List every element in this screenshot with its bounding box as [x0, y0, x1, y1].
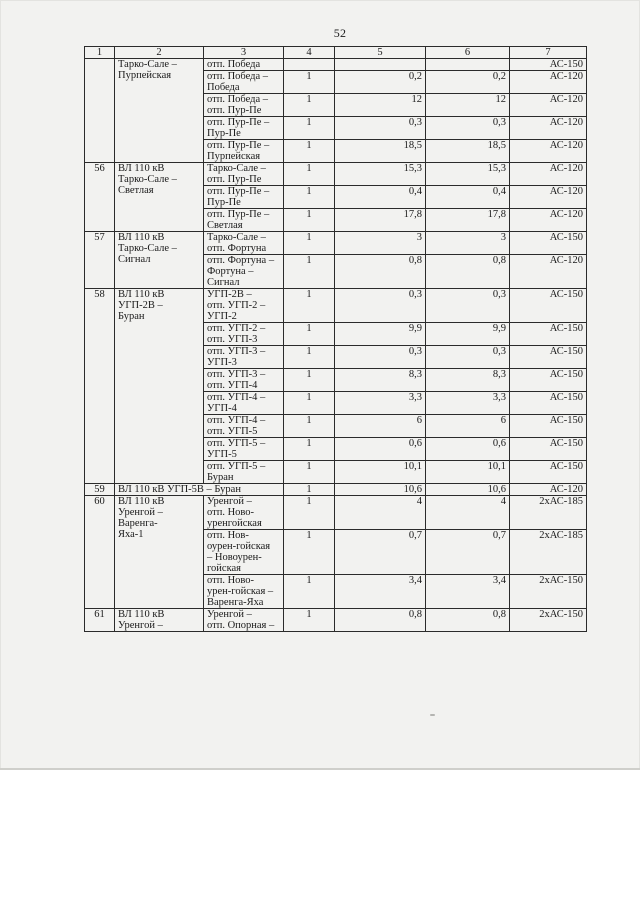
wire-brand-cell: АС-150 [510, 289, 587, 323]
column-header-6: 6 [426, 47, 510, 59]
length-cell: 18,5 [335, 140, 426, 163]
length-cell [335, 59, 426, 71]
circuit-count-cell [284, 59, 335, 71]
circuit-count-cell: 1 [284, 415, 335, 438]
scan-mark [430, 714, 435, 716]
table-body [85, 59, 587, 632]
table-row [85, 59, 587, 71]
wire-brand-cell: 2хАС-150 [510, 609, 587, 632]
length-cell: 15,3 [335, 163, 426, 186]
power-lines-table [84, 46, 587, 632]
length-cell: 3,4 [335, 575, 426, 609]
line-number-cell: 61 [85, 609, 115, 632]
line-name-cell: ВЛ 110 кВ Тарко-Сале – Сигнал [115, 232, 204, 289]
circuit-count-cell: 1 [284, 163, 335, 186]
circuit-count-cell: 1 [284, 461, 335, 484]
length-cell: 3 [335, 232, 426, 255]
section-cell: отп. Победа [204, 59, 284, 71]
length-total-cell: 0,8 [426, 255, 510, 289]
length-cell: 0,3 [335, 346, 426, 369]
page-number: 52 [333, 26, 347, 40]
section-cell: отп. Фортуна – Фортуна – Сигнал [204, 255, 284, 289]
line-name-cell: ВЛ 110 кВ УГП-2В – Буран [115, 289, 204, 484]
section-cell: отп. Победа – Победа [204, 71, 284, 94]
line-number-cell: 60 [85, 496, 115, 609]
length-cell: 8,3 [335, 369, 426, 392]
circuit-count-cell: 1 [284, 94, 335, 117]
length-total-cell: 10,1 [426, 461, 510, 484]
wire-brand-cell: АС-150 [510, 369, 587, 392]
length-cell: 3,3 [335, 392, 426, 415]
header-row [85, 47, 587, 59]
section-cell: УГП-2В – отп. УГП-2 – УГП-2 [204, 289, 284, 323]
column-header-2: 2 [115, 47, 204, 59]
table-row [85, 609, 587, 632]
length-total-cell: 0,2 [426, 71, 510, 94]
length-cell: 0,3 [335, 289, 426, 323]
wire-brand-cell: АС-150 [510, 232, 587, 255]
circuit-count-cell: 1 [284, 369, 335, 392]
circuit-count-cell: 1 [284, 289, 335, 323]
length-total-cell: 0,3 [426, 289, 510, 323]
section-cell: отп. УГП-5 – УГП-5 [204, 438, 284, 461]
length-total-cell: 9,9 [426, 323, 510, 346]
line-number-cell: 59 [85, 484, 115, 496]
line-name-cell: ВЛ 110 кВ Уренгой – Варенга- Яха-1 [115, 496, 204, 609]
length-total-cell: 0,3 [426, 117, 510, 140]
length-cell: 12 [335, 94, 426, 117]
section-cell: отп. Нов- оурен-гойская – Новоурен- гойская [204, 530, 284, 575]
section-cell: отп. Победа – отп. Пур-Пе [204, 94, 284, 117]
length-total-cell: 0,7 [426, 530, 510, 575]
length-total-cell: 0,6 [426, 438, 510, 461]
line-number-cell: 56 [85, 163, 115, 232]
length-cell: 0,3 [335, 117, 426, 140]
length-total-cell: 10,6 [426, 484, 510, 496]
length-total-cell: 3 [426, 232, 510, 255]
length-total-cell: 18,5 [426, 140, 510, 163]
section-cell: отп. УГП-3 – УГП-3 [204, 346, 284, 369]
circuit-count-cell: 1 [284, 530, 335, 575]
wire-brand-cell: АС-120 [510, 163, 587, 186]
length-total-cell: 3,3 [426, 392, 510, 415]
circuit-count-cell: 1 [284, 323, 335, 346]
circuit-count-cell: 1 [284, 186, 335, 209]
length-total-cell: 0,8 [426, 609, 510, 632]
section-cell: отп. Пур-Пе – Пурпейская [204, 140, 284, 163]
length-total-cell [426, 59, 510, 71]
line-name-cell: Тарко-Сале – Пурпейская [115, 59, 204, 163]
circuit-count-cell: 1 [284, 609, 335, 632]
table-row [85, 289, 587, 323]
length-cell: 17,8 [335, 209, 426, 232]
circuit-count-cell: 1 [284, 255, 335, 289]
column-header-5: 5 [335, 47, 426, 59]
circuit-count-cell: 1 [284, 117, 335, 140]
length-cell: 0,8 [335, 609, 426, 632]
length-total-cell: 4 [426, 496, 510, 530]
table-row [85, 163, 587, 186]
line-number-cell: 58 [85, 289, 115, 484]
length-cell: 0,8 [335, 255, 426, 289]
section-cell: Тарко-Сале – отп. Фортуна [204, 232, 284, 255]
column-header-1: 1 [85, 47, 115, 59]
section-cell: отп. Ново- урен-гойская – Варенга-Яха [204, 575, 284, 609]
length-cell: 0,4 [335, 186, 426, 209]
line-number-cell [85, 59, 115, 163]
length-cell: 9,9 [335, 323, 426, 346]
length-total-cell: 0,4 [426, 186, 510, 209]
table-row [85, 484, 587, 496]
length-cell: 0,7 [335, 530, 426, 575]
column-header-4: 4 [284, 47, 335, 59]
circuit-count-cell: 1 [284, 484, 335, 496]
column-header-3: 3 [204, 47, 284, 59]
section-cell: отп. УГП-2 – отп. УГП-3 [204, 323, 284, 346]
length-total-cell: 3,4 [426, 575, 510, 609]
circuit-count-cell: 1 [284, 232, 335, 255]
wire-brand-cell: АС-120 [510, 186, 587, 209]
wire-brand-cell: АС-120 [510, 117, 587, 140]
section-cell: отп. УГП-5 – Буран [204, 461, 284, 484]
section-cell: отп. УГП-4 – УГП-4 [204, 392, 284, 415]
length-total-cell: 17,8 [426, 209, 510, 232]
wire-brand-cell: АС-150 [510, 415, 587, 438]
circuit-count-cell: 1 [284, 496, 335, 530]
section-cell: отп. Пур-Пе – Светлая [204, 209, 284, 232]
length-total-cell: 12 [426, 94, 510, 117]
section-cell: Тарко-Сале – отп. Пур-Пе [204, 163, 284, 186]
wire-brand-cell: АС-150 [510, 323, 587, 346]
wire-brand-cell: АС-120 [510, 94, 587, 117]
circuit-count-cell: 1 [284, 346, 335, 369]
line-number-cell: 57 [85, 232, 115, 289]
length-cell: 10,6 [335, 484, 426, 496]
section-cell: отп. УГП-3 – отп. УГП-4 [204, 369, 284, 392]
section-cell: Уренгой – отп. Ново- уренгойская [204, 496, 284, 530]
table-row [85, 232, 587, 255]
wire-brand-cell: АС-150 [510, 438, 587, 461]
length-total-cell: 6 [426, 415, 510, 438]
wire-brand-cell: 2хАС-185 [510, 496, 587, 530]
length-cell: 6 [335, 415, 426, 438]
circuit-count-cell: 1 [284, 575, 335, 609]
circuit-count-cell: 1 [284, 392, 335, 415]
section-cell: Уренгой – отп. Опорная – [204, 609, 284, 632]
wire-brand-cell: АС-120 [510, 209, 587, 232]
table-row [85, 496, 587, 530]
line-name-cell: ВЛ 110 кВ Уренгой – [115, 609, 204, 632]
line-name-cell: ВЛ 110 кВ Тарко-Сале – Светлая [115, 163, 204, 232]
wire-brand-cell: АС-120 [510, 484, 587, 496]
length-cell: 4 [335, 496, 426, 530]
column-header-7: 7 [510, 47, 587, 59]
circuit-count-cell: 1 [284, 209, 335, 232]
length-total-cell: 8,3 [426, 369, 510, 392]
section-cell: отп. Пур-Пе – Пур-Пе [204, 117, 284, 140]
circuit-count-cell: 1 [284, 71, 335, 94]
wire-brand-cell: АС-120 [510, 255, 587, 289]
length-cell: 0,2 [335, 71, 426, 94]
section-cell: отп. УГП-4 – отп. УГП-5 [204, 415, 284, 438]
wire-brand-cell: АС-120 [510, 140, 587, 163]
wire-brand-cell: АС-150 [510, 392, 587, 415]
length-total-cell: 15,3 [426, 163, 510, 186]
length-total-cell: 0,3 [426, 346, 510, 369]
wire-brand-cell: АС-150 [510, 461, 587, 484]
section-cell: отп. Пур-Пе – Пур-Пе [204, 186, 284, 209]
wire-brand-cell: АС-150 [510, 59, 587, 71]
wire-brand-cell: 2хАС-185 [510, 530, 587, 575]
length-cell: 10,1 [335, 461, 426, 484]
circuit-count-cell: 1 [284, 438, 335, 461]
length-cell: 0,6 [335, 438, 426, 461]
wire-brand-cell: 2хАС-150 [510, 575, 587, 609]
line-name-cell: ВЛ 110 кВ УГП-5В – Буран [115, 484, 284, 496]
wire-brand-cell: АС-120 [510, 71, 587, 94]
wire-brand-cell: АС-150 [510, 346, 587, 369]
circuit-count-cell: 1 [284, 140, 335, 163]
